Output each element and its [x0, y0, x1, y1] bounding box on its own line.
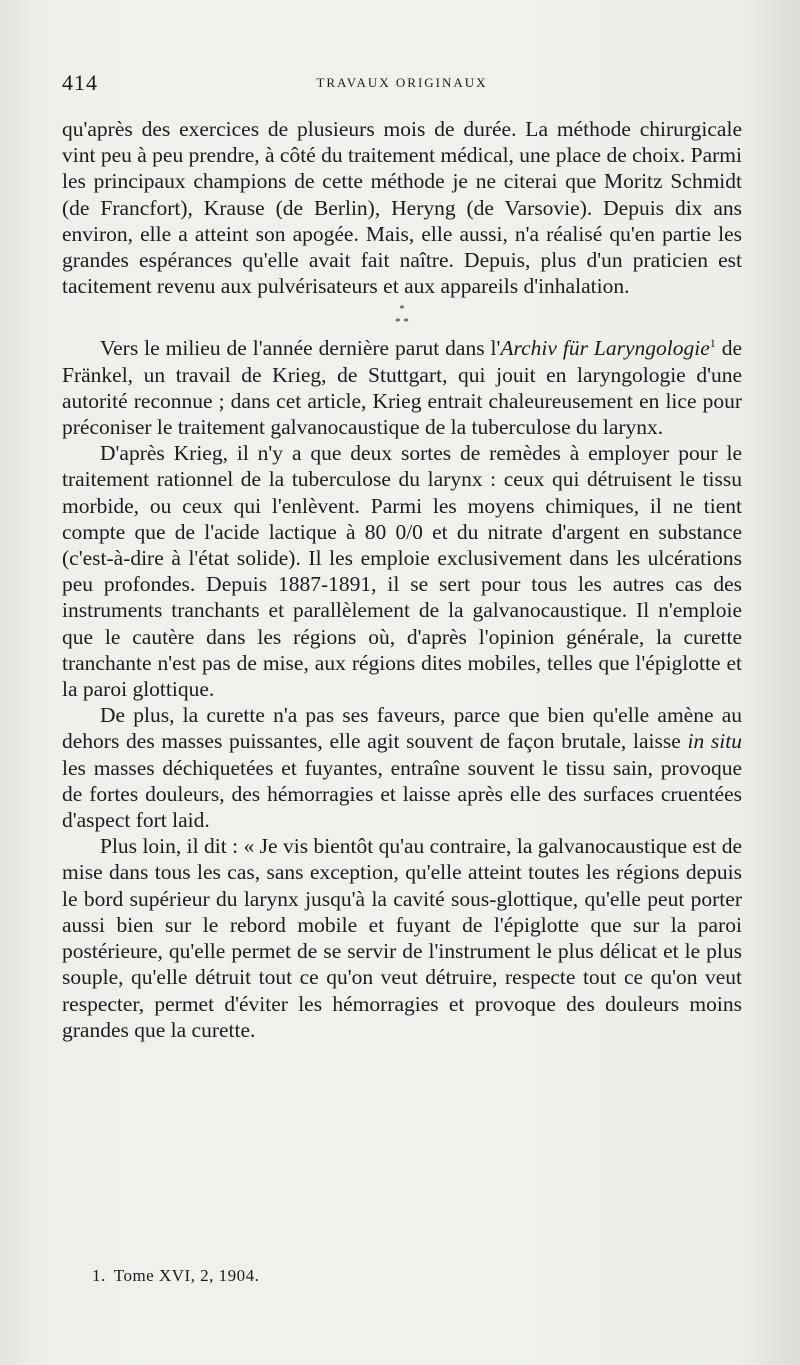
paragraph-4 [62, 702, 742, 833]
footnote [92, 1266, 259, 1286]
paragraph-4-lead: De plus, la curette n'a pas ses faveurs, parce que bien qu'elle amène au dehors des masses puissantes, elle agit souvent de façon brutale, laisse [62, 703, 742, 754]
running-header [62, 70, 742, 100]
body-text [62, 116, 742, 1043]
paragraph-1: qu'après des exercices de plusieurs mois de durée. La méthode chirurgicale vint peu à peu prendre, à côté du traitement médical, une place de choix. Parmi les principaux champions de cette méthode je ne citerai que Moritz Schmidt (de Francfort), Krause (de Berlin), Heryng (de Varsovie). Depuis dix ans environ, elle a atteint son apogée. Mais, elle aussi, n'a réalisé qu'en partie les grandes espérances qu'elle avait fait naître. Depuis, plus d'un praticien est tacitement revenu aux pulvérisateurs et aux appareils d'inhalation. [62, 117, 742, 299]
section-ornament [62, 303, 742, 329]
paragraph-2-lead: Vers le milieu de l'année dernière parut dans l' [100, 336, 501, 361]
running-title: TRAVAUX ORIGINAUX [316, 75, 488, 90]
footnote-marker: 1. [92, 1266, 106, 1285]
ornament-bottom: * * [395, 316, 409, 329]
paragraph-4-rest: les masses déchiquetées et fuyantes, entraîne souvent le tissu sain, provoque de fortes douleurs, des hémorragies et laisse après elle des surfaces cruentées d'aspect fort laid. [62, 755, 742, 833]
paragraph-2 [62, 335, 742, 440]
paragraph-2-rest: de Fränkel, un travail de Krieg, de Stuttgart, qui jouit en laryngologie d'une autorité reconnue ; dans cet article, Krieg entrait chaleureusement en lice pour préconiser le traitement galvanocaustique de la tuberculose du larynx. [62, 336, 742, 440]
latin-phrase: in situ [687, 729, 742, 754]
paragraph-5: Plus loin, il dit : « Je vis bientôt qu'au contraire, la galvanocaustique est de mise dans tous les cas, sans exception, qu'elle atteint toutes les régions depuis le bord supérieur du larynx jusqu'à la cavité sous-glottique, qu'elle peut porter aussi bien sur le rebord mobile et fuyant de l'épiglotte que sur la paroi postérieure, qu'elle permet de se servir de l'instrument le plus délicat et le plus souple, qu'elle détruit tout ce qu'on veut détruire, respecte tout ce qu'on veut respecter, permet d'éviter les hémorragies et provoque des douleurs moins grandes que la curette. [62, 834, 742, 1042]
ornament-top: * [399, 303, 405, 316]
paragraph-3: D'après Krieg, il n'y a que deux sortes de remèdes à employer pour le traitement rationnel de la tuberculose du larynx : ceux qui détruisent le tissu morbide, ou ceux qui l'enlèvent. Parmi les moyens chimiques, il ne tient compte que de l'acide lactique à 80 0/0 et du nitrate d'argent en substance (c'est-à-dire à l'état solide). Il les emploie exclusivement dans les ulcérations peu profondes. Depuis 1887-1891, il se sert pour tous les autres cas des instruments tranchants et parallèlement de la galvanocaustique. Il n'emploie que le cautère dans les régions où, d'après l'opinion générale, la curette tranchante n'est pas de mise, aux régions dites mobiles, telles que l'épiglotte et la paroi glottique. [62, 441, 742, 702]
footnote-text: Tome XVI, 2, 1904. [113, 1266, 260, 1285]
page-number: 414 [62, 70, 98, 95]
journal-title: Archiv für Laryngologie [500, 336, 710, 361]
footnote-ref: 1 [709, 336, 716, 351]
